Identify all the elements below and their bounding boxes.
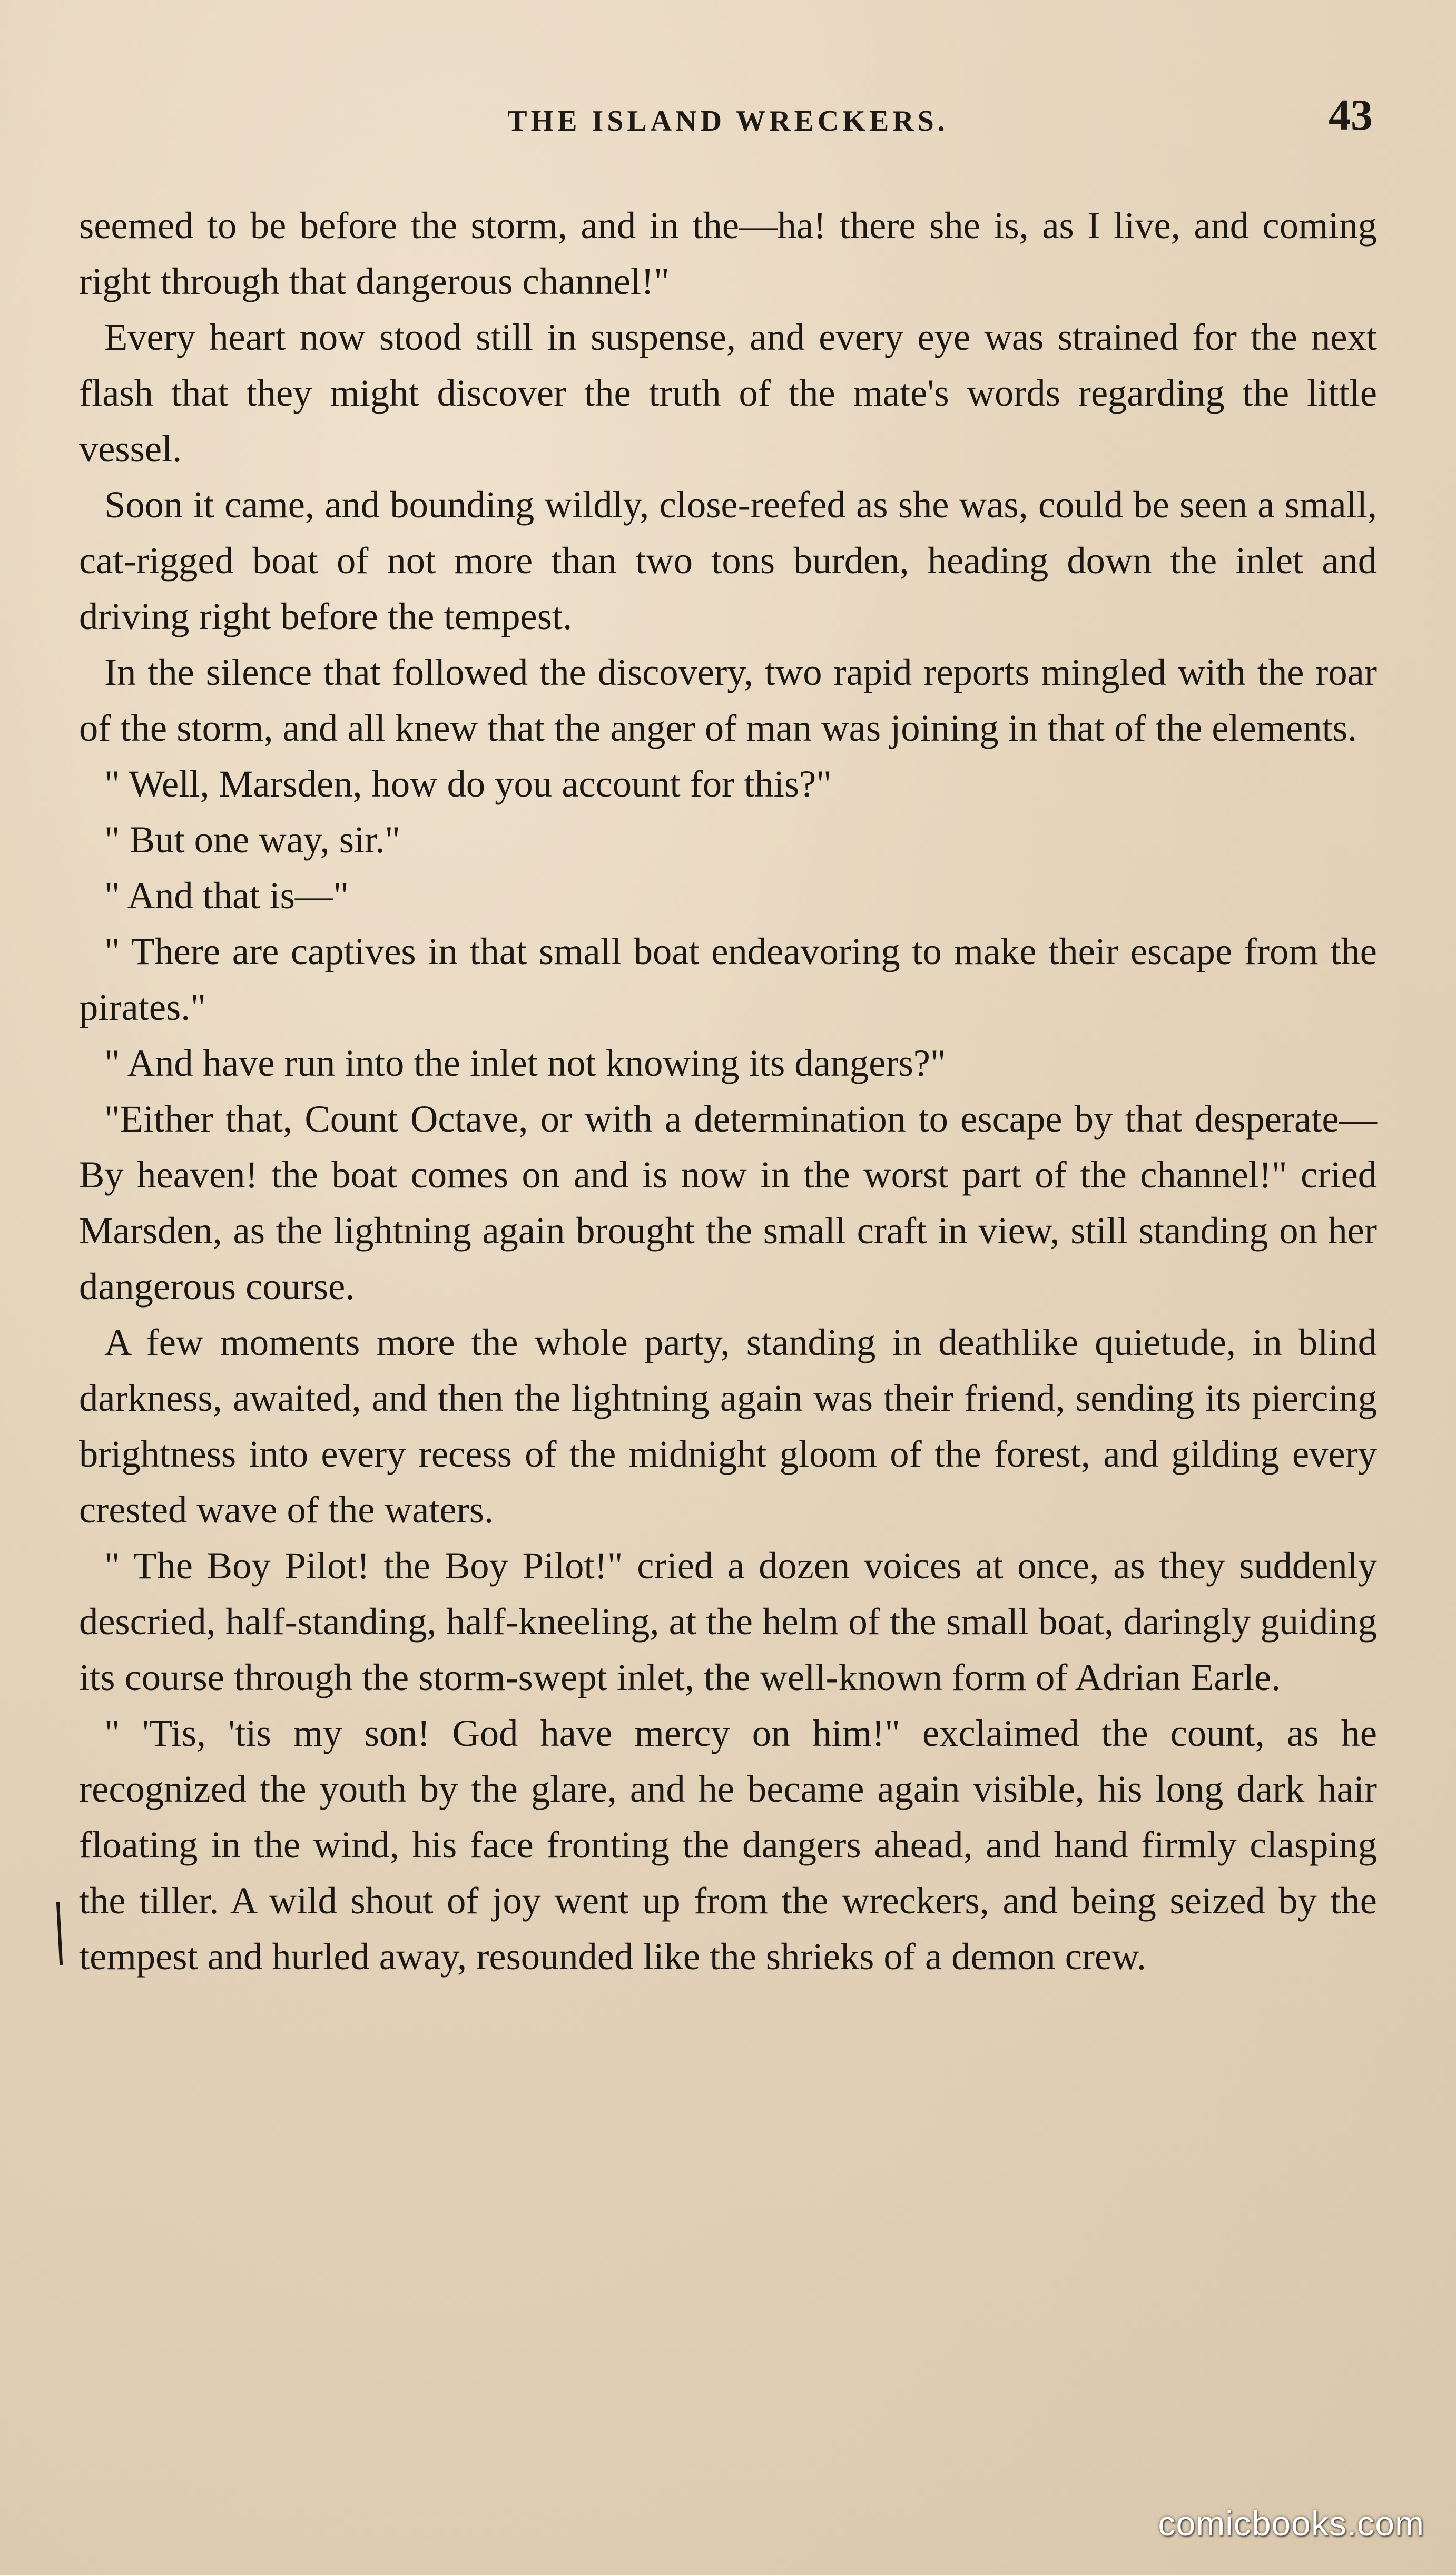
body-text bbox=[79, 198, 1377, 1984]
page-header bbox=[74, 90, 1382, 148]
paragraph: " But one way, sir." bbox=[104, 818, 400, 861]
paragraph: "Either that, Count Octave, or with a determination to escape by that desperate— By heaven! the boat comes on and is now in the worst part of the channel!" cried Marsden, as the lightning again brought the small craft in view, still standing on her dangerous course. bbox=[79, 1097, 1377, 1308]
paragraph: In the silence that followed the discovery, two rapid reports mingled with the roar of the storm, and all knew that the anger of man was joining in that of the elements. bbox=[79, 651, 1377, 749]
paragraph: Soon it came, and bounding wildly, close-reefed as she was, could be seen a small, cat-rigged boat of not more than two tons burden, heading down the inlet and driving right before the tempest. bbox=[79, 483, 1377, 637]
running-head: THE ISLAND WRECKERS. bbox=[507, 105, 949, 137]
page-number: 43 bbox=[1329, 91, 1373, 140]
watermark: comicbooks.com bbox=[1158, 2504, 1424, 2543]
paragraph: " 'Tis, 'tis my son! God have mercy on him!" exclaimed the count, as he recognized the youth by the glare, and he became again visible, his long dark hair floating in the wind, his face fronting the dangers ahead, and hand firmly clasping the tiller. A wild shout of joy went up from the wreckers, and being seized by the tempest and hurled away, resounded like the shrieks of a demon crew. bbox=[79, 1712, 1377, 1978]
paragraph: " And have run into the inlet not knowing its dangers?" bbox=[104, 1041, 946, 1084]
paragraph: " And that is—" bbox=[104, 874, 349, 917]
paragraph: A few moments more the whole party, standing in deathlike quietude, in blind darkness, awaited, and then the lightning again was their friend, sending its piercing brightness into every recess of the midnight gloom of the forest, and gilding every crested wave of the waters. bbox=[79, 1321, 1377, 1531]
paragraph: Every heart now stood still in suspense, and every eye was strained for the next flash that they might discover the truth of the mate's words regarding the little vessel. bbox=[79, 316, 1377, 470]
margin-mark bbox=[56, 1902, 63, 1965]
paragraph: seemed to be before the storm, and in the—ha! there she is, as I live, and coming right through that dangerous channel!" bbox=[79, 204, 1377, 302]
paragraph: " There are captives in that small boat endeavoring to make their escape from the pirates." bbox=[79, 930, 1377, 1028]
paragraph: " The Boy Pilot! the Boy Pilot!" cried a dozen voices at once, as they suddenly descried, half-standing, half-kneeling, at the helm of the small boat, daringly guiding its course through the storm-swept inlet, the well-known form of Adrian Earle. bbox=[79, 1544, 1377, 1698]
paragraph: " Well, Marsden, how do you account for this?" bbox=[104, 762, 832, 805]
